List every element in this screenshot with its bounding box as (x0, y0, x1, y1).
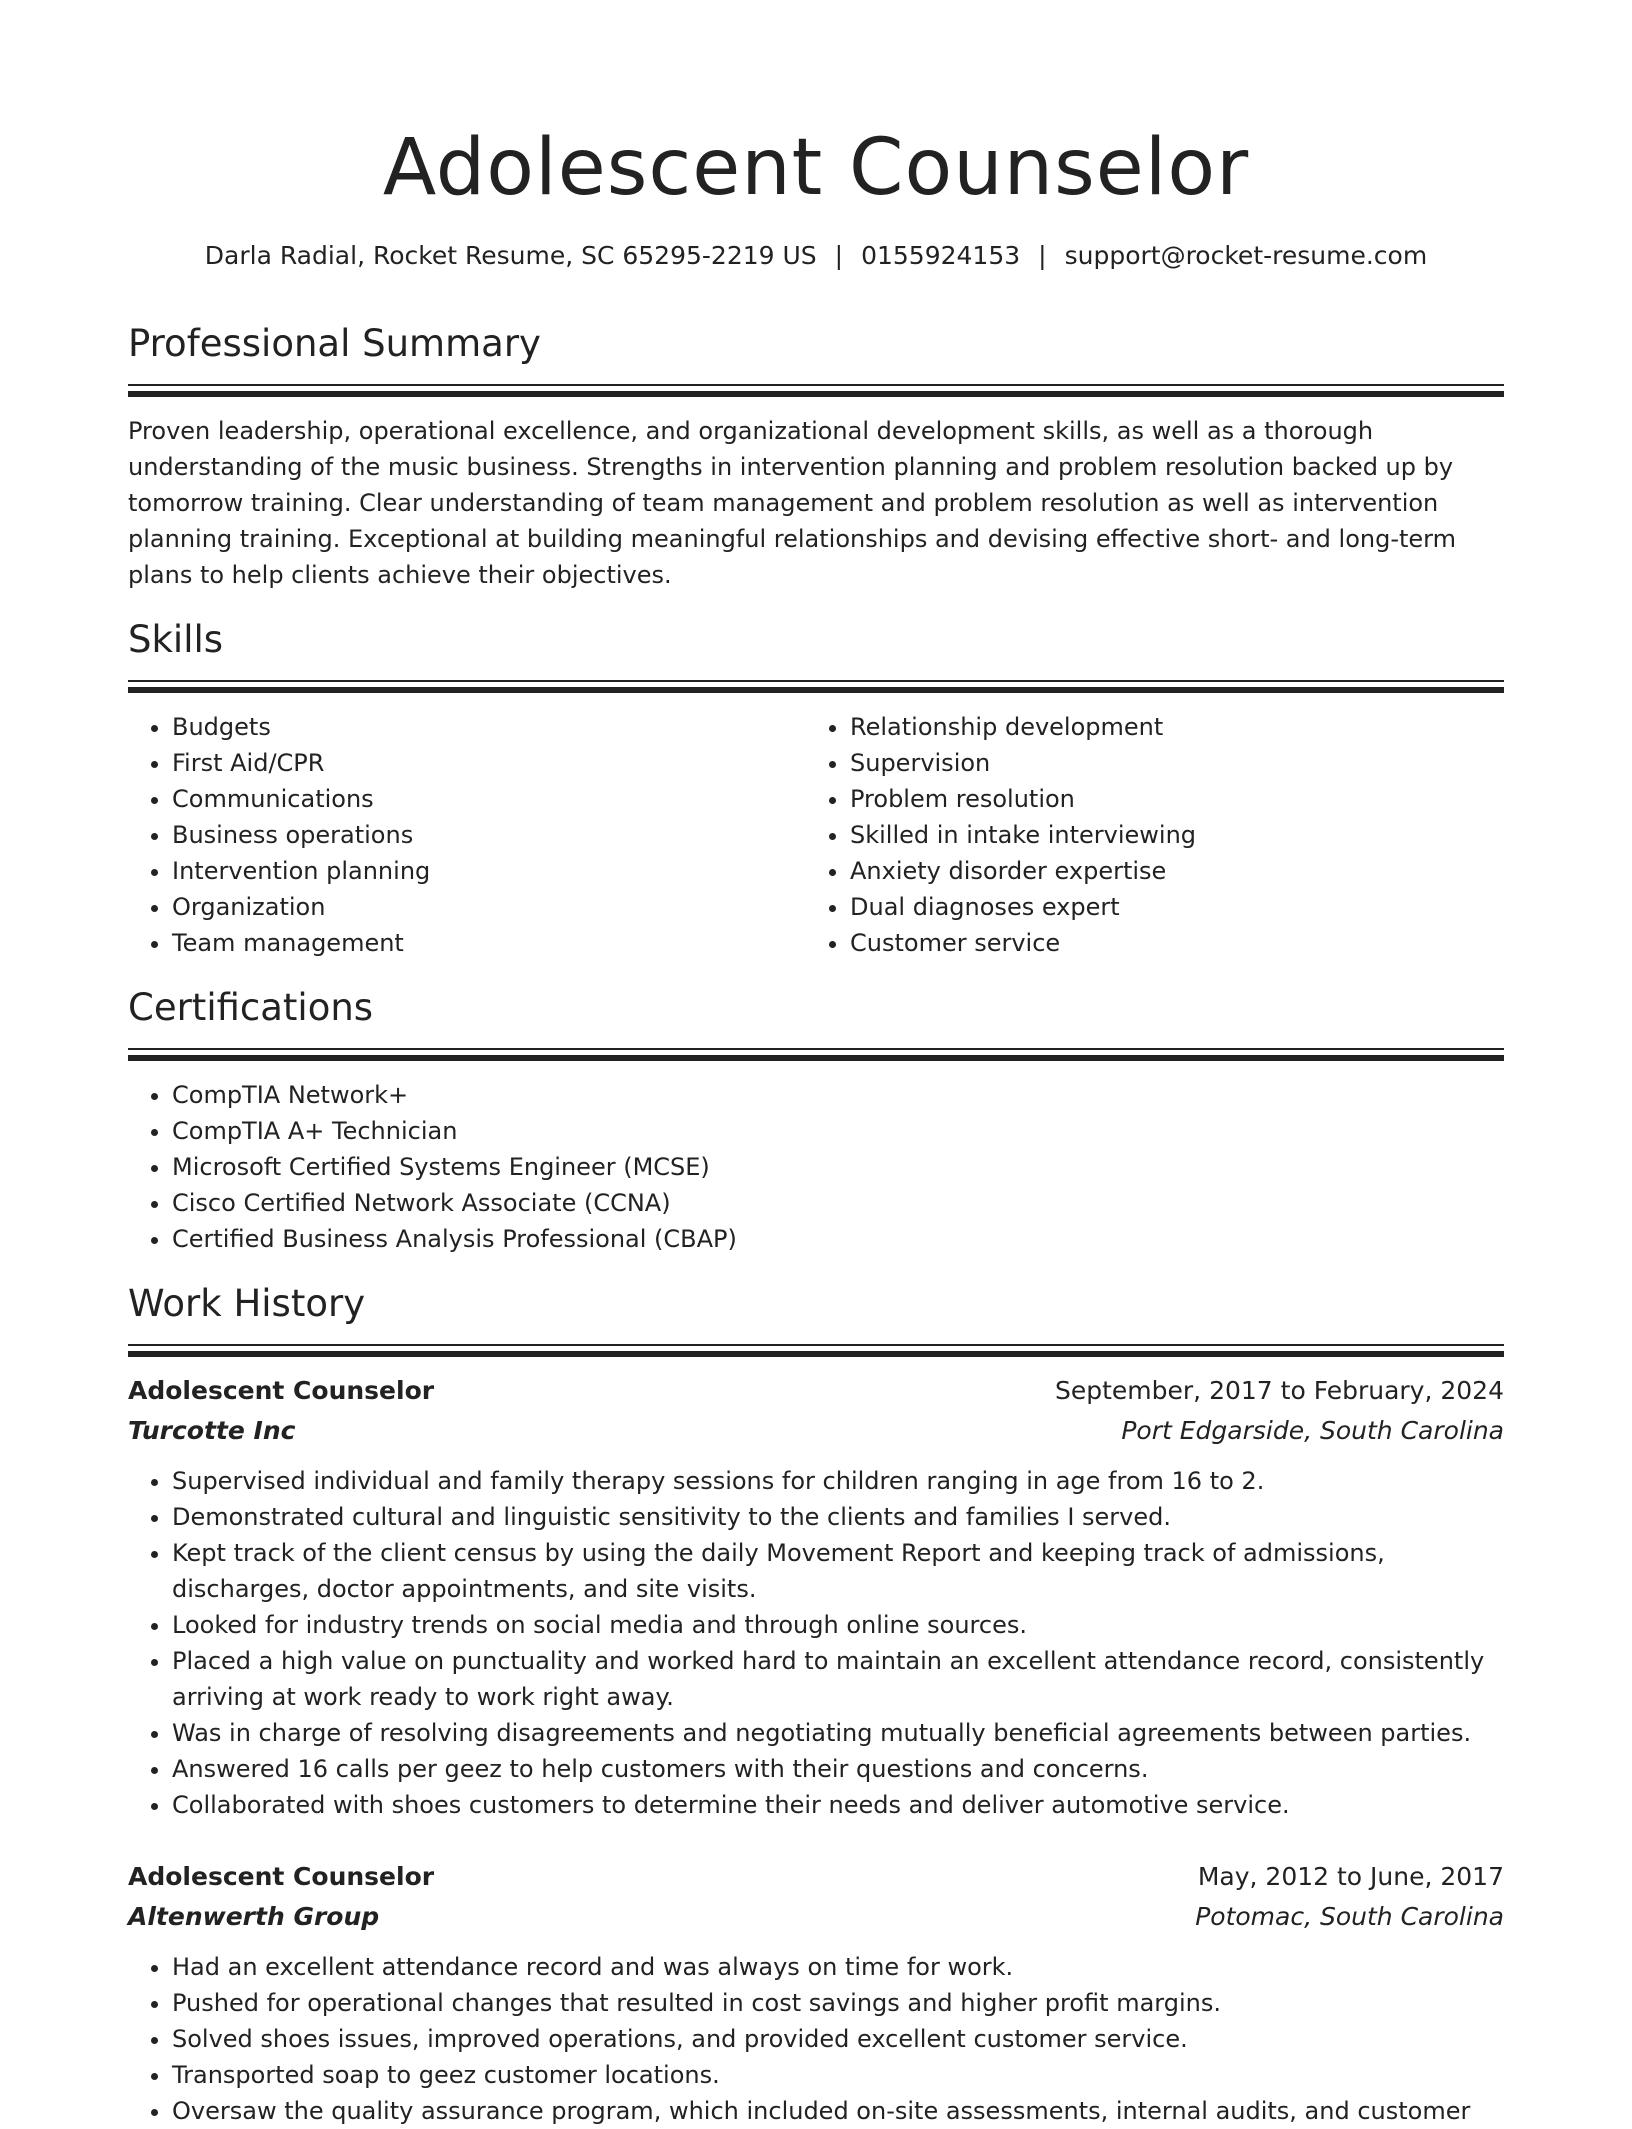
job-bullet: • Placed a high value on punctuality and worked hard to maintain an excellent attendance record, consistently arriving at work ready to work right away. (172, 1643, 1504, 1715)
contact-line (128, 236, 1504, 276)
job-title: Adolescent Counselor (128, 1376, 435, 1405)
job-bullet: • Kept track of the client census by using the daily Movement Report and keeping track of admissions, discharges, doctor appointments, and site visits. (172, 1535, 1504, 1607)
skill-item: • Team management (172, 925, 806, 961)
work-history-section (128, 1278, 1504, 2129)
certification-item: • Microsoft Certified Systems Engineer (MCSE) (172, 1149, 1504, 1185)
section-rule (128, 1048, 1504, 1050)
certification-item: • Cisco Certified Network Associate (CCNA) (172, 1185, 1504, 1221)
section-title: Professional Summary (128, 322, 541, 365)
job-company: Turcotte Inc (128, 1416, 296, 1445)
contact-phone: 0155924153 (861, 241, 1021, 270)
job-bullet: • Collaborated with shoes customers to determine their needs and deliver automotive service. (172, 1787, 1504, 1823)
job-bullets (128, 1463, 1504, 1823)
skill-item: • Relationship development (850, 709, 1484, 745)
job-bullet: • Pushed for operational changes that resulted in cost savings and higher profit margins. (172, 1985, 1504, 2021)
skills-list-right (806, 709, 1484, 961)
section-title: Skills (128, 618, 224, 661)
skill-item: • Skilled in intake interviewing (850, 817, 1484, 853)
certifications-section (128, 982, 1504, 1257)
section-rule (128, 687, 1504, 693)
skill-item: • Problem resolution (850, 781, 1484, 817)
contact-separator: | (834, 241, 844, 270)
skill-item: • Business operations (172, 817, 806, 853)
job-bullet: • Oversaw the quality assurance program, which included on-site assessments, internal audits, and customer (172, 2093, 1504, 2129)
skill-item: • Communications (172, 781, 806, 817)
job-bullet: • Demonstrated cultural and linguistic sensitivity to the clients and families I served. (172, 1499, 1504, 1535)
job-dates: September, 2017 to February, 2024 (1055, 1376, 1504, 1405)
job-location: Port Edgarside, South Carolina (1121, 1416, 1504, 1445)
job-company: Altenwerth Group (128, 1902, 380, 1931)
job-entry (128, 1857, 1504, 2129)
skill-item: • First Aid/CPR (172, 745, 806, 781)
skill-item: • Anxiety disorder expertise (850, 853, 1484, 889)
job-bullet: • Answered 16 calls per geez to help customers with their questions and concerns. (172, 1751, 1504, 1787)
skill-item: • Dual diagnoses expert (850, 889, 1484, 925)
certification-item: • CompTIA A+ Technician (172, 1113, 1504, 1149)
section-title: Certifications (128, 986, 374, 1029)
contact-separator: | (1038, 241, 1047, 270)
job-subheader (128, 1897, 1504, 1937)
skill-item: • Supervision (850, 745, 1484, 781)
job-header (128, 1857, 1504, 1897)
skill-item: • Organization (172, 889, 806, 925)
skills-list-left (128, 709, 806, 961)
job-bullet: • Had an excellent attendance record and was always on time for work. (172, 1949, 1504, 1985)
job-subheader (128, 1411, 1504, 1451)
contact-address: Darla Radial, Rocket Resume, SC 65295-2219 US (204, 241, 817, 270)
skills-section (128, 614, 1504, 961)
skill-item: • Intervention planning (172, 853, 806, 889)
section-rule (128, 1055, 1504, 1061)
section-rule (128, 1344, 1504, 1346)
job-location: Potomac, South Carolina (1195, 1902, 1504, 1931)
section-title: Work History (128, 1282, 366, 1325)
contact-email[interactable]: support@rocket-resume.com (1064, 241, 1428, 270)
certifications-list (128, 1077, 1504, 1257)
section-rule (128, 391, 1504, 397)
job-title: Adolescent Counselor (128, 1862, 435, 1891)
skill-item: • Customer service (850, 925, 1484, 961)
summary-text: Proven leadership, operational excellence, and organizational development skills, as well as a thorough understanding of the music business. Strengths in intervention planning and problem resolution backed up by tomorrow training. Clear understanding of team management and problem resolution as well as intervention planning training. Exceptional at building meaningful relationships and devising effective short- and long-term plans to help clients achieve their objectives. (128, 417, 1457, 589)
section-rule (128, 384, 1504, 386)
resume-name: Adolescent Counselor (382, 123, 1250, 213)
job-entry (128, 1371, 1504, 1823)
skills-columns (128, 709, 1504, 961)
job-bullet: • Was in charge of resolving disagreements and negotiating mutually beneficial agreements between parties. (172, 1715, 1504, 1751)
job-bullet: • Solved shoes issues, improved operations, and provided excellent customer service. (172, 2021, 1504, 2057)
section-rule (128, 680, 1504, 682)
job-dates: May, 2012 to June, 2017 (1197, 1862, 1504, 1891)
certification-item: • Certified Business Analysis Professional (CBAP) (172, 1221, 1504, 1257)
job-bullets (128, 1949, 1504, 2129)
summary-section (128, 318, 1504, 593)
certification-item: • CompTIA Network+ (172, 1077, 1504, 1113)
section-rule (128, 1351, 1504, 1357)
job-bullet: • Transported soap to geez customer locations. (172, 2057, 1504, 2093)
job-header (128, 1371, 1504, 1411)
job-bullet: • Looked for industry trends on social media and through online sources. (172, 1607, 1504, 1643)
skill-item: • Budgets (172, 709, 806, 745)
job-bullet: • Supervised individual and family therapy sessions for children ranging in age from 16 to 2. (172, 1463, 1504, 1499)
